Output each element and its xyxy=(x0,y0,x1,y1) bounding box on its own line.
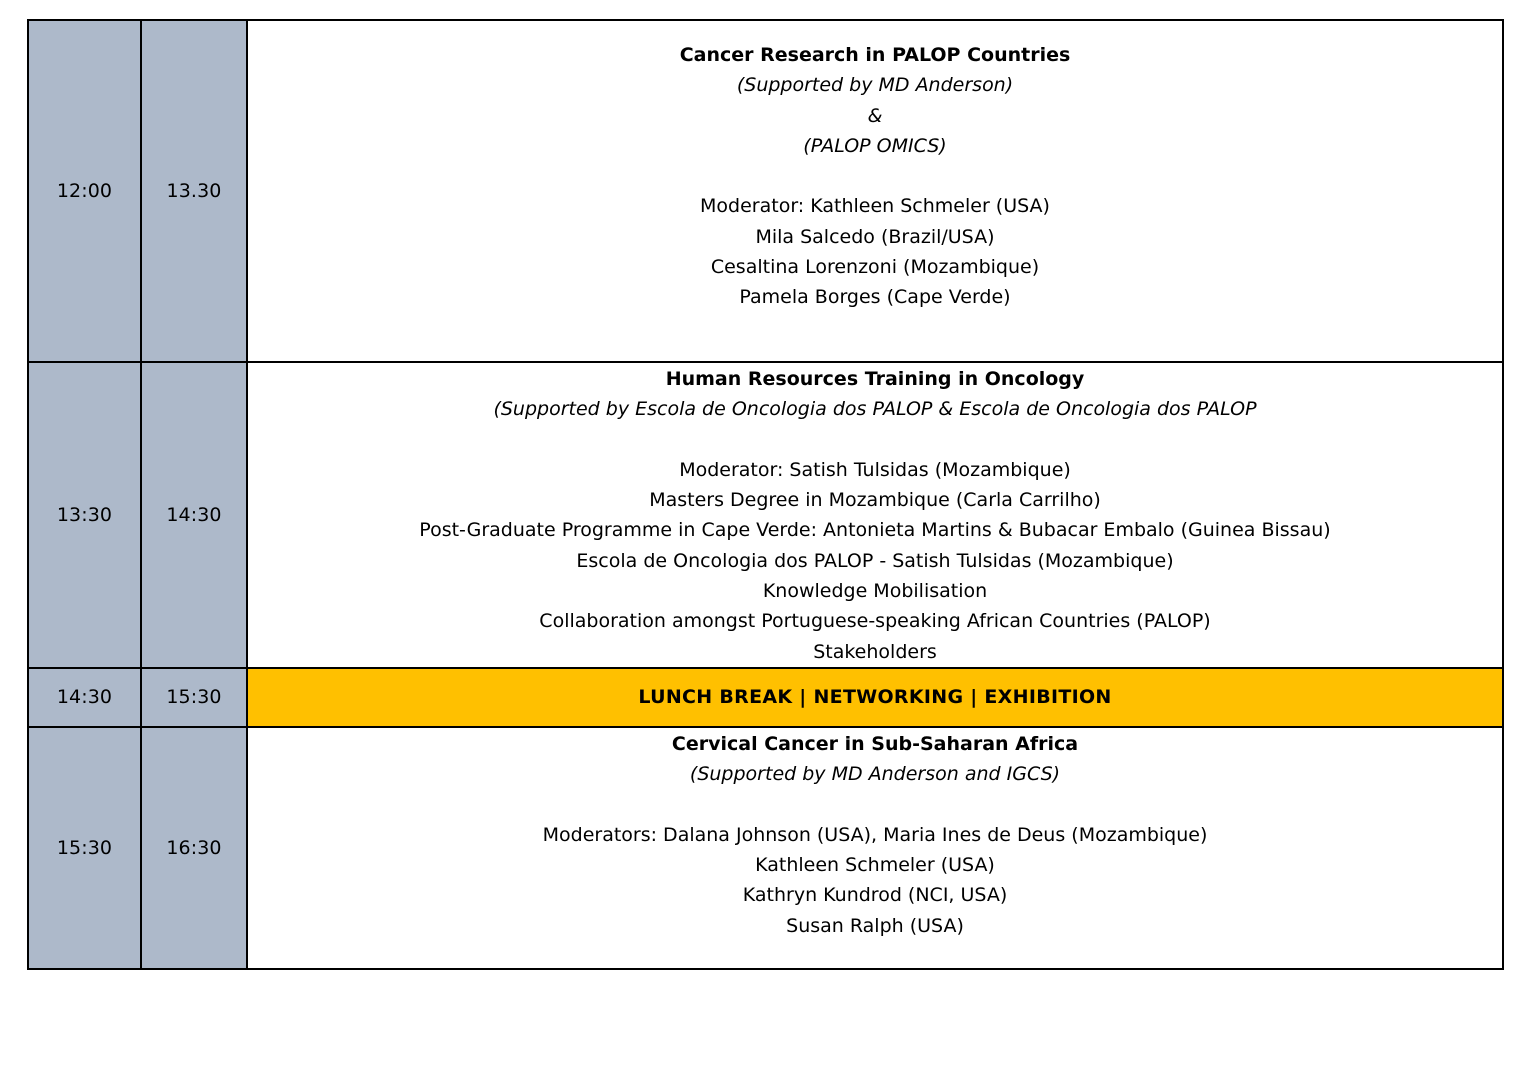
start-time: 12:00 xyxy=(28,20,141,362)
speaker-line: Post-Graduate Programme in Cape Verde: Antonieta Martins & Bubacar Embalo (Guinea Bissau) xyxy=(419,519,1331,542)
moderator-line: Moderators: Dalana Johnson (USA), Maria Ines de Deus (Mozambique) xyxy=(542,823,1208,846)
session-details xyxy=(247,20,1503,362)
end-time: 16:30 xyxy=(141,727,247,969)
end-time: 14:30 xyxy=(141,362,247,668)
session-row xyxy=(28,727,1503,969)
speaker-line: Cesaltina Lorenzoni (Mozambique) xyxy=(710,256,1040,279)
session-title: Cervical Cancer in Sub-Saharan Africa xyxy=(671,732,1079,755)
speaker-line: Masters Degree in Mozambique (Carla Carrilho) xyxy=(649,489,1101,512)
schedule-table xyxy=(27,19,1504,970)
session-sponsor: (Supported by Escola de Oncologia dos PALOP & Escola de Oncologia dos PALOP xyxy=(493,398,1257,421)
session-row xyxy=(28,20,1503,362)
speaker-line: Kathleen Schmeler (USA) xyxy=(755,854,995,877)
speaker-line: Collaboration amongst Portuguese-speaking African Countries (PALOP) xyxy=(539,610,1211,633)
session-title: Human Resources Training in Oncology xyxy=(665,368,1085,390)
speaker-line: Knowledge Mobilisation xyxy=(762,580,988,603)
session-sponsor: (Supported by MD Anderson) xyxy=(736,74,1014,97)
session-title: Cancer Research in PALOP Countries xyxy=(679,44,1071,66)
session-row xyxy=(28,362,1503,668)
start-time: 13:30 xyxy=(28,362,141,668)
speaker-line: Stakeholders xyxy=(813,640,937,663)
end-time: 15:30 xyxy=(141,668,247,727)
moderator-line: Moderator: Kathleen Schmeler (USA) xyxy=(700,195,1050,218)
session-details xyxy=(247,362,1503,668)
break-row xyxy=(28,668,1503,727)
start-time: 15:30 xyxy=(28,727,141,969)
session-sponsor: (Supported by MD Anderson and IGCS) xyxy=(689,763,1061,786)
end-time: 13.30 xyxy=(141,20,247,362)
session-sponsor: (PALOP OMICS) xyxy=(803,134,947,157)
session-sponsor-joiner: & xyxy=(867,104,883,127)
lunch-break-banner: LUNCH BREAK | NETWORKING | EXHIBITION xyxy=(247,668,1503,727)
session-details xyxy=(247,727,1503,969)
start-time: 14:30 xyxy=(28,668,141,727)
moderator-line: Moderator: Satish Tulsidas (Mozambique) xyxy=(679,458,1071,481)
speaker-line: Escola de Oncologia dos PALOP - Satish Tulsidas (Mozambique) xyxy=(576,549,1174,572)
speaker-line: Kathryn Kundrod (NCI, USA) xyxy=(742,884,1008,907)
speaker-line: Susan Ralph (USA) xyxy=(786,914,964,937)
speaker-line: Pamela Borges (Cape Verde) xyxy=(739,286,1011,309)
speaker-line: Mila Salcedo (Brazil/USA) xyxy=(755,225,995,248)
